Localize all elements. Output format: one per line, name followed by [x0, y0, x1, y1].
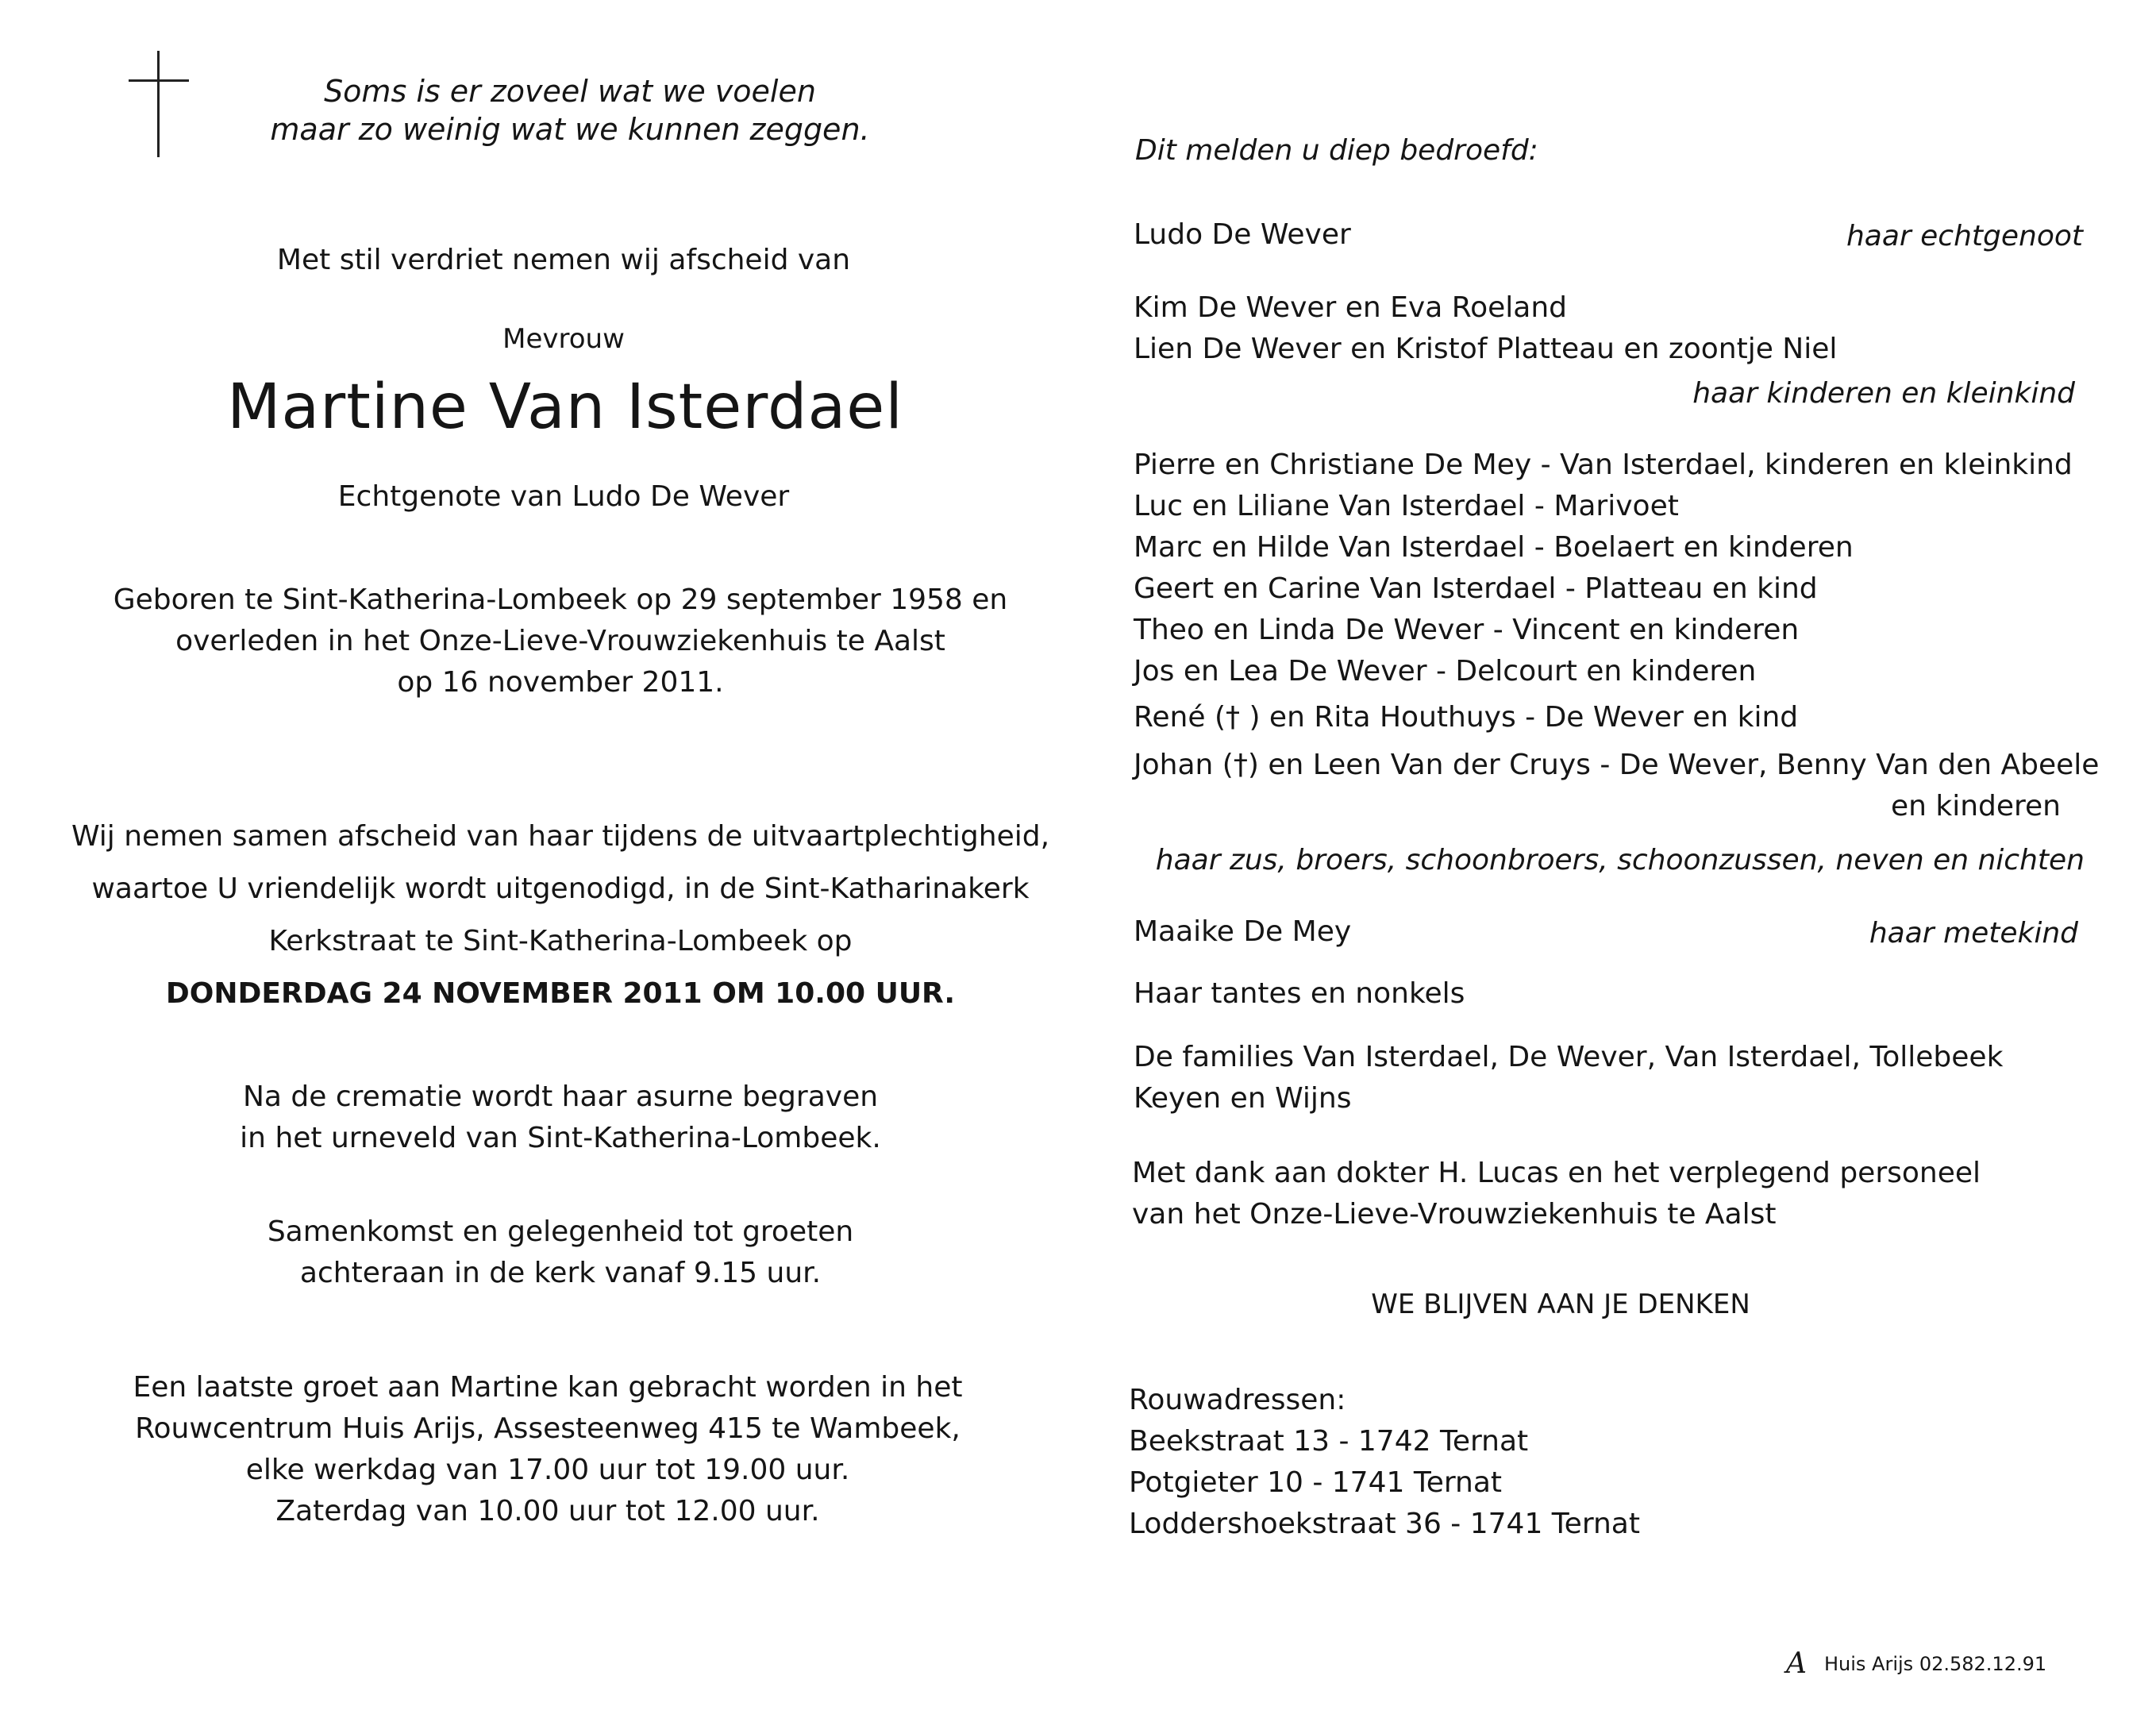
- husband-name: Ludo De Wever: [1134, 218, 1351, 251]
- deceased-name: Martine Van Isterdael: [227, 372, 903, 443]
- ceremony-line-2: waartoe U vriendelijk wordt uitgenodigd, in de Sint-Katharinakerk: [91, 872, 1030, 905]
- address-2: Potgieter 10 - 1741 Ternat: [1129, 1466, 1503, 1499]
- children-role: haar kinderen en kleinkind: [1692, 377, 2075, 410]
- sibling-line-8: Johan (†) en Leen Van der Cruys - De Wever, Benny Van den Abeele: [1134, 749, 2100, 781]
- birth-line-2: overleden in het Onze-Lieve-Vrouwziekenhuis te Aalst: [175, 625, 945, 657]
- birth-line-3: op 16 november 2011.: [397, 666, 724, 699]
- sibling-line-8b: en kinderen: [1890, 790, 2061, 822]
- visit-line-3: elke werkdag van 17.00 uur tot 19.00 uur.: [245, 1454, 850, 1486]
- sibling-line-1: Pierre en Christiane De Mey - Van Isterdael, kinderen en kleinkind: [1134, 449, 2073, 481]
- sibling-line-4: Geert en Carine Van Isterdael - Platteau en kind: [1134, 572, 1818, 605]
- remember-line: WE BLIJVEN AAN JE DENKEN: [1371, 1288, 1750, 1320]
- cross-icon: [127, 51, 191, 157]
- child-line-1: Kim De Wever en Eva Roeland: [1134, 291, 1568, 324]
- families-line-2: Keyen en Wijns: [1134, 1082, 1352, 1115]
- intro-text: Met stil verdriet nemen wij afscheid van: [276, 244, 851, 276]
- aunts-line: Haar tantes en nonkels: [1134, 977, 1465, 1010]
- footer-text: Huis Arijs 02.582.12.91: [1824, 1653, 2047, 1675]
- visit-line-4: Zaterdag van 10.00 uur tot 12.00 uur.: [275, 1495, 820, 1527]
- thanks-line-1: Met dank aan dokter H. Lucas en het verplegend personeel: [1132, 1157, 1981, 1189]
- families-line-1: De families Van Isterdael, De Wever, Van Isterdael, Tollebeek: [1134, 1041, 2004, 1073]
- address-1: Beekstraat 13 - 1742 Ternat: [1129, 1425, 1529, 1458]
- addresses-heading: Rouwadressen:: [1129, 1384, 1346, 1416]
- thanks-line-2: van het Onze-Lieve-Vrouwziekenhuis te Aalst: [1132, 1198, 1777, 1231]
- quote-line-2: maar zo weinig wat we kunnen zeggen.: [270, 112, 870, 147]
- ceremony-line-3: Kerkstraat te Sint-Katherina-Lombeek op: [268, 925, 853, 957]
- visit-line-2: Rouwcentrum Huis Arijs, Assesteenweg 415 te Wambeek,: [135, 1412, 961, 1445]
- ceremony-line-1: Wij nemen samen afscheid van haar tijdens de uitvaartplechtigheid,: [71, 820, 1050, 853]
- cremation-line-1: Na de crematie wordt haar asurne begraven: [242, 1080, 879, 1113]
- huis-arijs-logo-icon: A: [1786, 1647, 1807, 1680]
- spouse-line: Echtgenote van Ludo De Wever: [337, 480, 790, 513]
- goddaughter-name: Maaike De Mey: [1134, 915, 1352, 948]
- announce-heading: Dit melden u diep bedroefd:: [1135, 134, 1538, 167]
- goddaughter-role: haar metekind: [1869, 917, 2078, 950]
- gathering-line-1: Samenkomst en gelegenheid tot groeten: [267, 1215, 854, 1248]
- siblings-role: haar zus, broers, schoonbroers, schoonzussen, neven en nichten: [1155, 844, 2085, 876]
- husband-role: haar echtgenoot: [1846, 220, 2083, 252]
- quote-line-1: Soms is er zoveel wat we voelen: [324, 74, 816, 109]
- ceremony-date: DONDERDAG 24 NOVEMBER 2011 OM 10.00 UUR.: [165, 977, 956, 1010]
- child-line-2: Lien De Wever en Kristof Platteau en zoontje Niel: [1134, 333, 1838, 365]
- sibling-line-5: Theo en Linda De Wever - Vincent en kinderen: [1134, 614, 1800, 646]
- address-3: Loddershoekstraat 36 - 1741 Ternat: [1129, 1508, 1640, 1540]
- birth-line-1: Geboren te Sint-Katherina-Lombeek op 29 september 1958 en: [113, 584, 1008, 616]
- sibling-line-7: René († ) en Rita Houthuys - De Wever en kind: [1134, 701, 1799, 734]
- sibling-line-6: Jos en Lea De Wever - Delcourt en kinderen: [1134, 655, 1757, 688]
- visit-line-1: Een laatste groet aan Martine kan gebracht worden in het: [133, 1371, 963, 1404]
- salutation: Mevrouw: [502, 323, 625, 355]
- cremation-line-2: in het urneveld van Sint-Katherina-Lombeek.: [240, 1122, 881, 1154]
- gathering-line-2: achteraan in de kerk vanaf 9.15 uur.: [299, 1257, 822, 1289]
- sibling-line-3: Marc en Hilde Van Isterdael - Boelaert en kinderen: [1134, 531, 1854, 564]
- sibling-line-2: Luc en Liliane Van Isterdael - Marivoet: [1134, 490, 1679, 522]
